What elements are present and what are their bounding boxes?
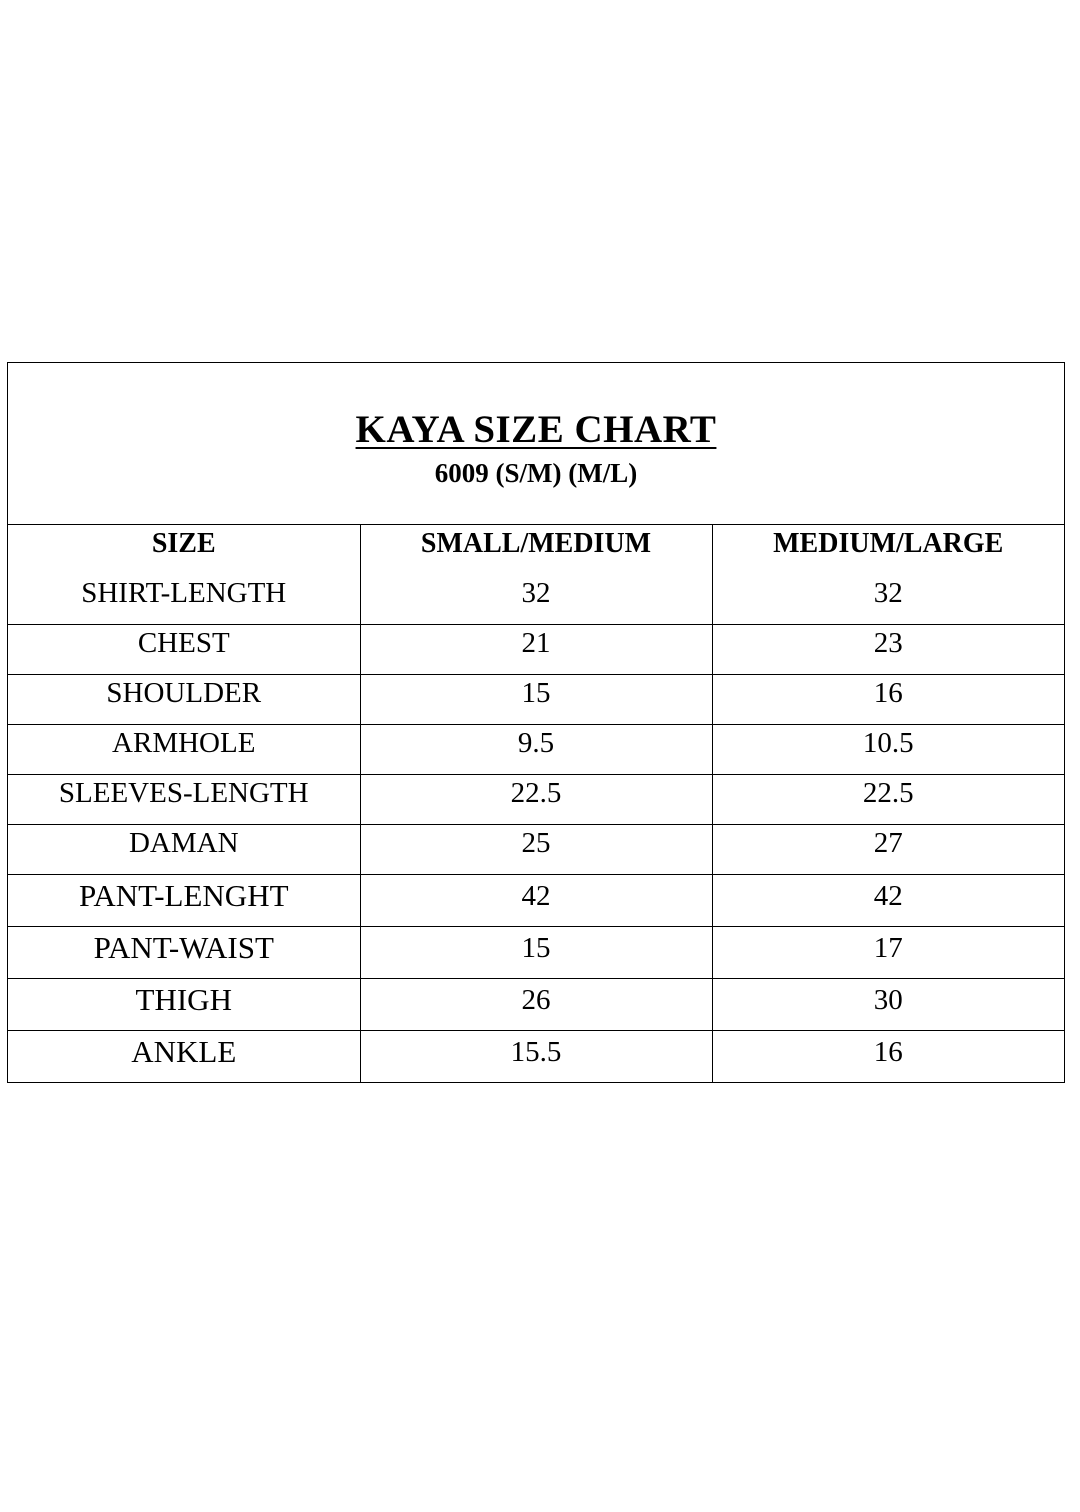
small-medium-value: 15.5 (360, 1031, 712, 1083)
small-medium-value: 9.5 (360, 725, 712, 775)
table-row (8, 875, 1064, 927)
chart-header (8, 363, 1064, 525)
medium-large-value: 23 (712, 625, 1064, 675)
table-row (8, 625, 1064, 675)
row-label: SHIRT-LENGTH (8, 575, 360, 625)
chart-title: KAYA SIZE CHART (355, 408, 717, 451)
size-chart (7, 362, 1065, 1083)
table-row (8, 979, 1064, 1031)
table-row (8, 775, 1064, 825)
table-row (8, 825, 1064, 875)
column-header-size: SIZE (8, 525, 360, 575)
medium-large-value: 30 (712, 979, 1064, 1031)
medium-large-value: 32 (712, 575, 1064, 625)
small-medium-value: 32 (360, 575, 712, 625)
medium-large-value: 27 (712, 825, 1064, 875)
row-label: PANT-WAIST (8, 927, 360, 979)
row-label: SHOULDER (8, 675, 360, 725)
medium-large-value: 42 (712, 875, 1064, 927)
chart-subtitle: 6009 (S/M) (M/L) (434, 458, 638, 488)
row-label: CHEST (8, 625, 360, 675)
size-table (8, 525, 1064, 1082)
column-header-small-medium: SMALL/MEDIUM (360, 525, 712, 575)
row-label: THIGH (8, 979, 360, 1031)
table-row (8, 575, 1064, 625)
row-label: ANKLE (8, 1031, 360, 1083)
small-medium-value: 26 (360, 979, 712, 1031)
small-medium-value: 42 (360, 875, 712, 927)
column-header-medium-large: MEDIUM/LARGE (773, 528, 1004, 559)
small-medium-value: 25 (360, 825, 712, 875)
small-medium-value: 15 (360, 927, 712, 979)
table-row (8, 725, 1064, 775)
medium-large-value: 10.5 (712, 725, 1064, 775)
row-label: ARMHOLE (8, 725, 360, 775)
medium-large-value: 16 (873, 1036, 903, 1068)
table-row (8, 927, 1064, 979)
small-medium-value: 21 (360, 625, 712, 675)
row-label: DAMAN (8, 825, 360, 875)
small-medium-value: 22.5 (360, 775, 712, 825)
row-label: PANT-LENGHT (8, 875, 360, 927)
table-row (8, 675, 1064, 725)
medium-large-value: 16 (712, 675, 1064, 725)
medium-large-value: 22.5 (712, 775, 1064, 825)
medium-large-value: 17 (712, 927, 1064, 979)
table-header-row (8, 525, 1064, 575)
table-row (8, 1031, 1064, 1083)
row-label: SLEEVES-LENGTH (8, 775, 360, 825)
small-medium-value: 15 (360, 675, 712, 725)
